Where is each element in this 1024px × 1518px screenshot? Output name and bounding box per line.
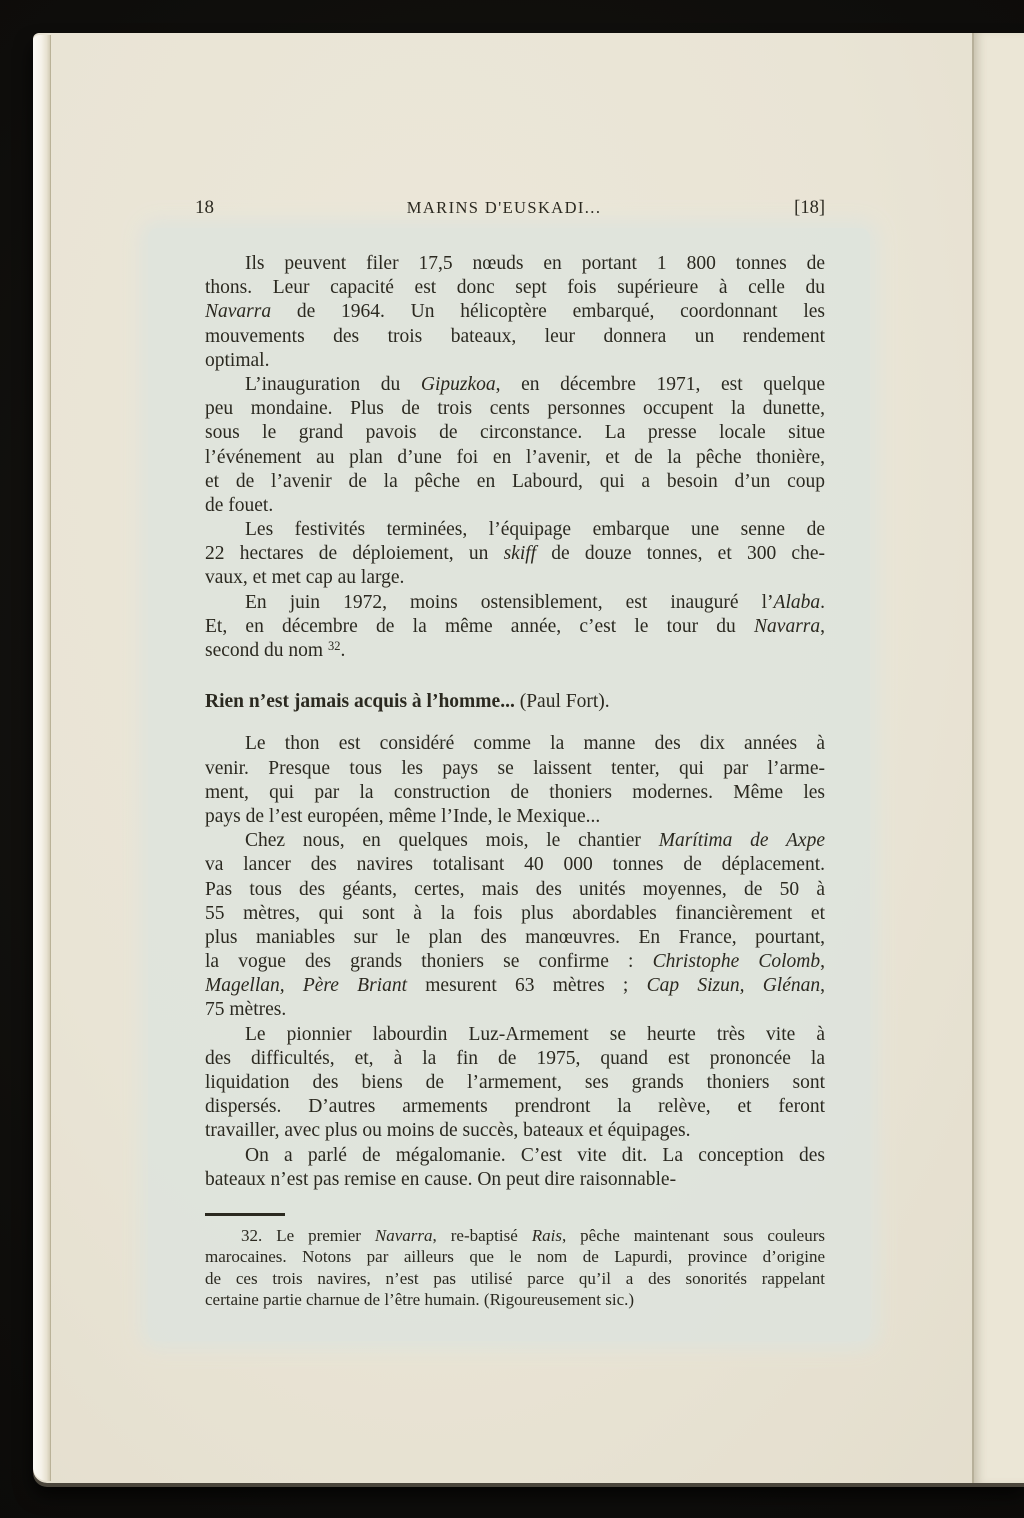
paragraph: [205, 829, 825, 1023]
text-line: pays de l’est européen, même l’Inde, le Mexique...: [205, 805, 601, 827]
text-line: thons. Leur capacité est donc sept fois supérieure à celle du: [205, 277, 825, 299]
footnote-rule: [205, 1213, 285, 1216]
paragraph: [205, 732, 825, 829]
text-line: et de l’avenir de la pêche en Labourd, qui a besoin d’un coup: [205, 470, 825, 492]
text-line: l’événement au plan d’une foi en l’avenir, et de la pêche thonière,: [205, 446, 825, 468]
text-line: la vogue des grands thoniers se confirme : Christophe Colomb,: [205, 951, 825, 973]
text-line: marocaines. Notons par ailleurs que le nom de Lapurdi, province d’origine: [205, 1247, 825, 1267]
text-line: de ces trois navires, n’est pas utilisé parce qu’il a des sonorités rappelant: [205, 1268, 825, 1288]
text-line: Le thon est considéré comme la manne des dix années à: [245, 733, 825, 755]
footnote: [205, 1225, 825, 1310]
text-line: Le pionnier labourdin Luz-Armement se heurte très vite à: [245, 1023, 825, 1045]
page-edge-stack-left: [33, 35, 51, 1481]
facing-page-fold: [972, 33, 1024, 1483]
bracket-page-number: [18]: [794, 198, 825, 218]
paragraph: [205, 591, 825, 664]
page-number: 18: [195, 197, 214, 218]
text-line: vaux, et met cap au large.: [205, 567, 405, 589]
text-line: 55 mètres, qui sont à la fois plus abordables financièrement et: [205, 902, 825, 924]
page-header: [195, 197, 825, 221]
text-line: 22 hectares de déploiement, un skiff de douze tonnes, et 300 che-: [205, 543, 825, 565]
book-page: [33, 33, 1024, 1483]
text-line: dispersés. D’autres armements prendront la relève, et feront: [205, 1096, 825, 1118]
text-line: certaine partie charnue de l’être humain. (Rigoureusement sic.): [205, 1289, 635, 1309]
text-line: Les festivités terminées, l’équipage embarque une senne de: [245, 519, 825, 541]
text-line: liquidation des biens de l’armement, ses grands thoniers sont: [205, 1072, 825, 1094]
text-line: Magellan, Père Briant mesurent 63 mètres ; Cap Sizun, Glénan,: [205, 975, 825, 997]
text-line: optimal.: [205, 349, 270, 371]
text-line: Et, en décembre de la même année, c’est le tour du Navarra,: [205, 615, 825, 637]
heading-bold-text: Rien n’est jamais acquis à l’homme...: [205, 691, 515, 713]
text-line: venir. Presque tous les pays se laissent tenter, qui par l’arme-: [205, 757, 825, 779]
text-line: plus maniables sur le plan des manœuvres. En France, pourtant,: [205, 926, 825, 948]
paragraph: [205, 1023, 825, 1144]
text-line: mouvements des trois bateaux, leur donnera un rendement: [205, 325, 825, 347]
text-line: va lancer des navires totalisant 40 000 tonnes de déplacement.: [205, 854, 825, 876]
heading-attribution: (Paul Fort).: [514, 691, 610, 713]
text-line: travailler, avec plus ou moins de succès, bateaux et équipages.: [205, 1120, 691, 1142]
paragraph: [205, 1144, 825, 1192]
text-line: En juin 1972, moins ostensiblement, est inauguré l’Alaba.: [245, 591, 825, 613]
paragraph: [205, 518, 825, 591]
text-line: On a parlé de mégalomanie. C’est vite dit. La conception des: [245, 1144, 825, 1166]
text-line: Ils peuvent filer 17,5 nœuds en portant 1 800 tonnes de: [245, 253, 825, 274]
paragraph: [205, 252, 825, 373]
section-heading: [205, 690, 825, 714]
text-line: L’inauguration du Gipuzkoa, en décembre 1971, est quelque: [245, 373, 825, 395]
text-line: peu mondaine. Plus de trois cents personnes occupent la dunette,: [205, 398, 825, 420]
text-line: des difficultés, et, à la fin de 1975, quand est prononcée la: [205, 1047, 825, 1069]
running-title: MARINS D'EUSKADI...: [406, 198, 602, 217]
text-line: bateaux n’est pas remise en cause. On peut dire raisonnable-: [205, 1168, 677, 1190]
text-line: second du nom $^{32}$.: [205, 639, 346, 661]
text-line: 32. Le premier Navarra, re-baptisé Rais, pêche maintenant sous couleurs: [241, 1225, 825, 1245]
text-column: [195, 33, 825, 1310]
body-text: [205, 252, 825, 1192]
text-line: ment, qui par la construction de thoniers modernes. Même les: [205, 781, 825, 803]
text-line: de fouet.: [205, 494, 274, 516]
text-line: Navarra de 1964. Un hélicoptère embarqué, coordonnant les: [205, 301, 825, 323]
paragraph: [205, 373, 825, 518]
text-line: sous le grand pavois de circonstance. La presse locale situe: [205, 422, 825, 444]
text-line: Pas tous des géants, certes, mais des unités moyennes, de 50 à: [205, 878, 825, 900]
text-line: Chez nous, en quelques mois, le chantier Marítima de Axpe: [245, 830, 825, 852]
text-line: 75 mètres.: [205, 999, 287, 1021]
